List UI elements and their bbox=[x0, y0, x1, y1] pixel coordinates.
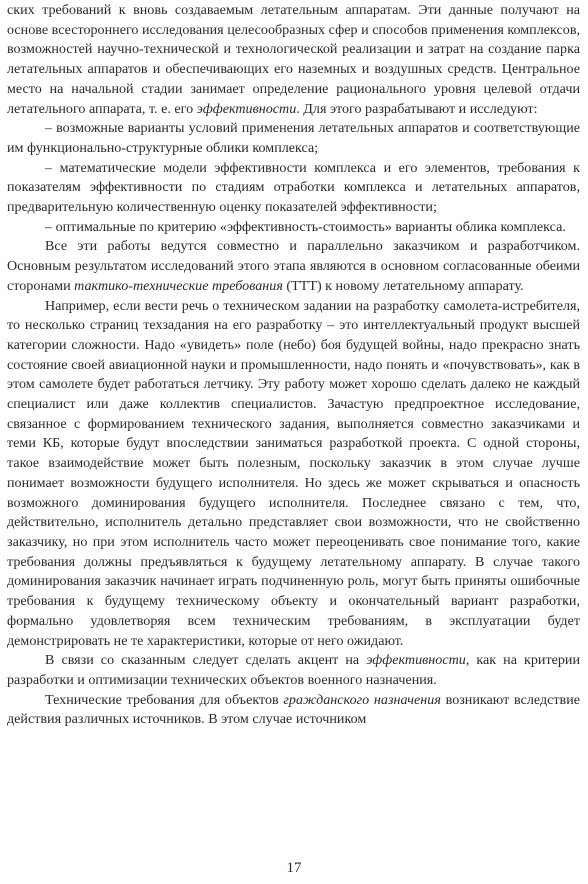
body-text bbox=[7, 1, 580, 730]
text-run: В связи со сказанным следует сделать акцент на bbox=[45, 652, 367, 669]
paragraph bbox=[7, 218, 580, 238]
text-run: , как на критерии разработки и оптимизации технических объектов военного назначения. bbox=[7, 652, 580, 688]
text-run: Все эти работы ведутся совместно и параллельно заказчиком и разработчиком. Основным результатом исследований этого этапа являются в основном согласованные обеими сторонами bbox=[7, 238, 580, 294]
text-run: – оптимальные по критерию «эффективность-стоимость» варианты облика комплекса. bbox=[45, 218, 566, 235]
text-run: Например, если вести речь о техническом задании на разработку самолета-истребителя, то несколько страниц техзадания на его разработку – это интеллектуальный продукт высшей категории сложности. Надо «увидеть» поле (небо) боя будущей войны, надо прекрасно знать состояние своей авиационной науки и промышленности, надо понять и «почувствовать», как в этом самолете будет работаться летчику. Эту работу может хорошо сделать далеко не каждый специалист или даже коллектив специалистов. Зачастую предпроектное исследование, связанное с формированием технического задания, выполняется совместно заказчиками и теми КБ, которые будут впоследствии заниматься разработкой проекта. С одной стороны, такое взаимодействие может быть полезным, поскольку заказчик в этом случае лучше понимает возможности будущего исполнителя. Но здесь же может скрываться и опасность возможного доминирования будущего исполнителя. Последнее связано с тем, что, действительно, исполнитель детально представляет свои возможности, что не свойственно заказчику, но при этом исполнитель часто может переоценивать свое понимание того, какие требования должны предъявляться к будущему летательному аппарату. В случае такого доминирования заказчик начинает играть подчиненную роль, могут быть приняты ошибочные требования к будущему техническому объекту и окончательный вариант разработки, формально удовлетворяя всем техническим требованиям, в эксплуатации будет демонстрировать не те характеристики, которые от него ожидают. bbox=[7, 297, 580, 649]
page-number: 17 bbox=[286, 860, 302, 876]
text-run: ских требований к вновь создаваемым летательным аппаратам. Эти данные получают на основе всестороннего исследования целесообразных сфер и способов применения комплексов, возможностей научно-технической и технологической реализации и затрат на создание парка летательных аппаратов и обеспечивающих его наземных и воздушных средств. Центральное место на начальной стадии занимает определение рационального уровня целевой отдачи летательного аппарата, т. е. его bbox=[7, 2, 580, 117]
paragraph bbox=[7, 119, 580, 158]
text-run: – математические модели эффективности комплекса и его элементов, требования к показателям эффективности по стадиям отработки комплекса и летательных аппаратов, предварительную количественную оценку показателей эффективности; bbox=[7, 159, 580, 216]
text-run: . Для этого разрабатывают и исследуют: bbox=[296, 100, 538, 117]
italic-term: тактико-технические требования bbox=[74, 277, 283, 294]
text-run: возникают вследствие действия различных источников. В этом случае источником bbox=[7, 691, 580, 728]
italic-term: гражданского назначения bbox=[283, 691, 441, 708]
text-run: – возможные варианты условий применения летательных аппаратов и соответствующие им функционально-структурные облики комплекса; bbox=[7, 120, 580, 156]
paragraph bbox=[7, 1, 580, 119]
text-run: Технические требования для объектов bbox=[45, 691, 284, 708]
paragraph bbox=[7, 237, 580, 296]
italic-term: эффективности bbox=[366, 652, 466, 669]
paragraph bbox=[7, 159, 580, 218]
paragraph bbox=[7, 297, 580, 652]
text-run: (ТТТ) к новому летательному аппарату. bbox=[282, 277, 524, 294]
italic-term: эффективности bbox=[196, 100, 297, 117]
paragraph bbox=[7, 651, 580, 690]
paragraph bbox=[7, 691, 580, 730]
